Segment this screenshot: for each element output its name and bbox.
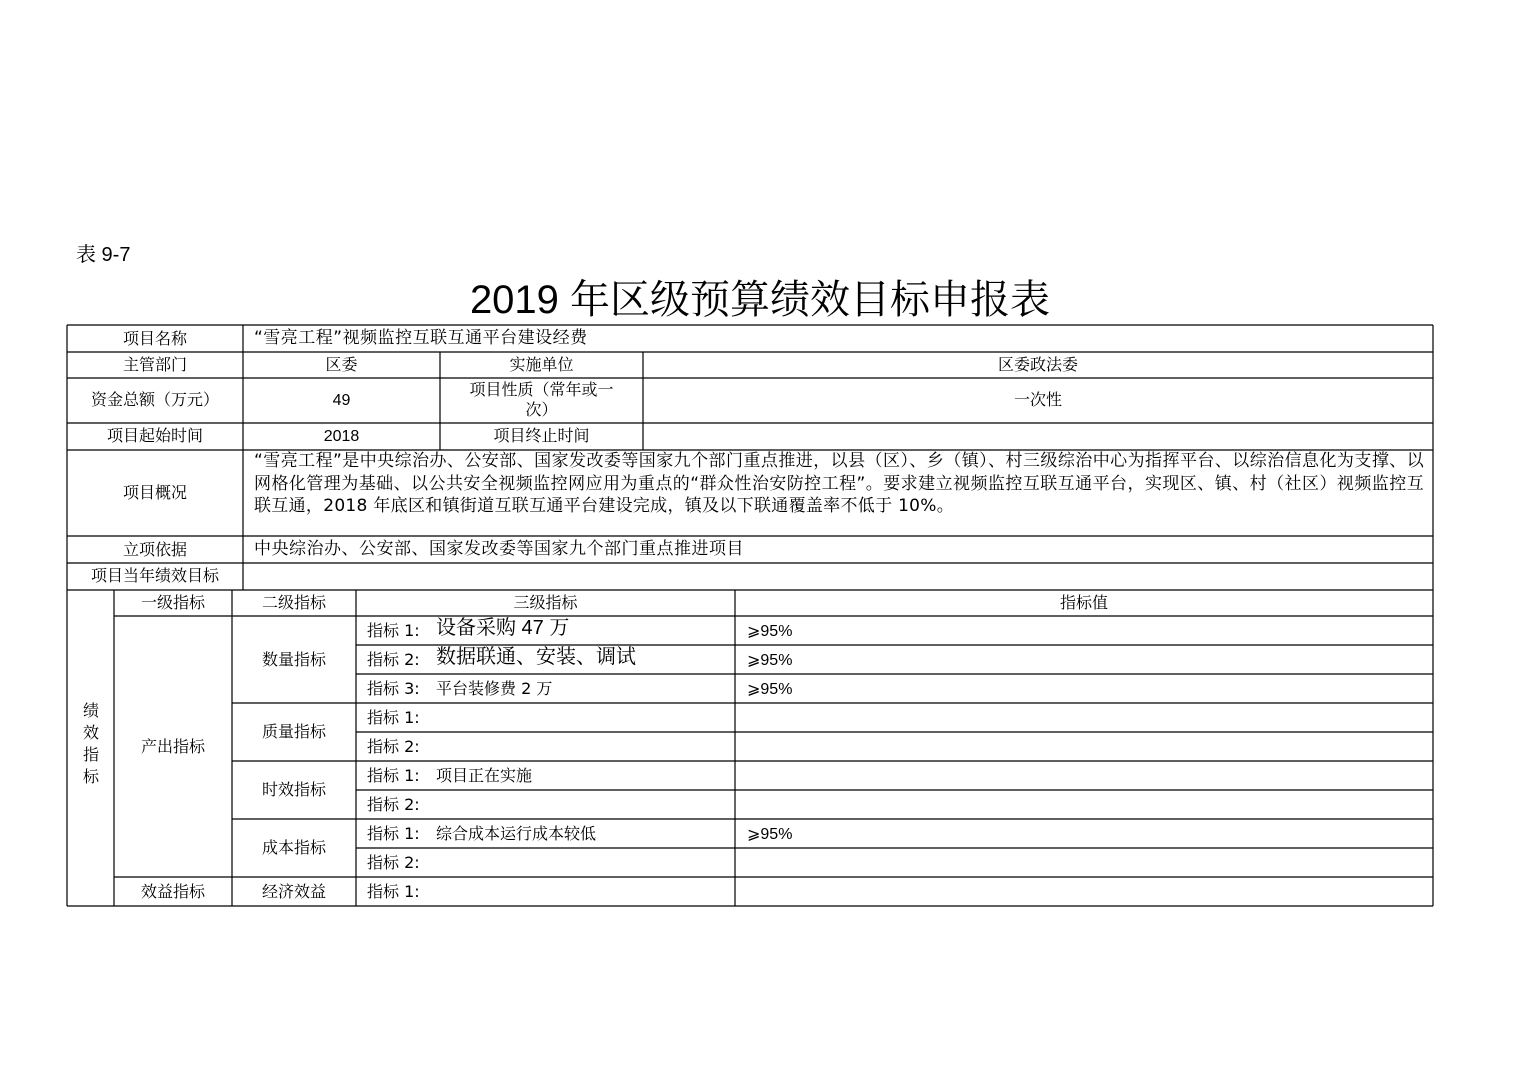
project-name-label: 项目名称 [122,329,187,348]
basis-label: 立项依据 [122,540,187,559]
indicator-prefix: 指标 1: [367,824,420,843]
nature-value: 一次性 [1013,390,1062,409]
indicator-prefix: 指标 2: [367,737,420,756]
total-funds-value: 49 [332,392,351,409]
start-time-label: 项目起始时间 [106,426,203,445]
basis-value: 中央综治办、公安部、国家发改委等国家九个部门重点推进项目 [254,539,744,559]
indicator-value: ⩾95% [747,652,793,669]
indicator-text: 综合成本运行成本较低 [436,824,597,843]
indicator-value: ⩾95% [747,826,793,843]
indicator-prefix: 指标 2: [367,650,420,669]
table-number: 表 9-7 [76,244,131,266]
indicator-prefix: 指标 1: [367,708,420,727]
header-level2: 二级指标 [261,593,326,612]
indicator-value: ⩾95% [747,623,793,640]
timeliness-indicator-label: 时效指标 [261,780,326,799]
side-label-char: 效 [82,723,99,742]
annual-goal-label: 项目当年绩效目标 [90,566,219,585]
indicator-text: 数据联通、安装、调试 [436,646,636,668]
side-label-char: 标 [82,767,99,786]
end-time-label: 项目终止时间 [493,426,590,445]
indicator-prefix: 指标 1: [367,621,420,640]
side-label-char: 指 [82,745,99,764]
implementer-value: 区委政法委 [997,355,1078,374]
total-funds-label: 资金总额（万元） [90,390,219,409]
department-label: 主管部门 [122,355,187,374]
overview-text: “雪亮工程”是中央综治办、公安部、国家发改委等国家九个部门重点推进，以县（区）、乡（镇）、村三级综治中心为指挥平台、以综治信息化为支撑、以网格化管理为基础、以公共安全视频监控网应用为重点的“群众性治安防控工程”。要求建立视频监控互联互通平台，实现区、镇、村（社区）视频监控互联互通，2018 年底区和镇街道互联互通平台建设完成，镇及以下联通覆盖率不低于 10%。 [254,451,1424,516]
nature-label-line1: 项目性质（常年或一 [469,380,614,399]
output-indicator-label: 产出指标 [140,737,205,756]
indicator-prefix: 指标 1: [367,766,420,785]
indicator-text: 平台装修费 2 万 [436,679,553,698]
indicator-text: 设备采购 47 万 [436,617,570,639]
header-level1: 一级指标 [140,593,205,612]
side-label-char: 绩 [82,701,99,720]
project-name-value: “雪亮工程”视频监控互联互通平台建设经费 [254,328,588,348]
implementer-label: 实施单位 [509,355,574,374]
cost-indicator-label: 成本指标 [261,838,326,857]
indicator-value: ⩾95% [747,681,793,698]
header-value: 指标值 [1059,593,1108,612]
header-level3: 三级指标 [513,593,578,612]
indicator-prefix: 指标 1: [367,882,420,901]
indicator-text: 项目正在实施 [436,766,533,785]
overview-label: 项目概况 [122,483,187,502]
nature-label-line2: 次） [525,400,558,419]
start-time-value: 2018 [323,428,360,445]
benefit-indicator-label: 效益指标 [140,882,205,901]
indicator-prefix: 指标 2: [367,853,420,872]
economic-benefit-label: 经济效益 [261,882,326,901]
indicator-prefix: 指标 2: [367,795,420,814]
quantity-indicator-label: 数量指标 [261,650,326,669]
department-value: 区委 [325,355,358,374]
page-title: 2019 年区级预算绩效目标申报表 [469,278,1051,322]
indicator-prefix: 指标 3: [367,679,420,698]
quality-indicator-label: 质量指标 [261,722,326,741]
performance-indicators-side-label [68,700,114,788]
